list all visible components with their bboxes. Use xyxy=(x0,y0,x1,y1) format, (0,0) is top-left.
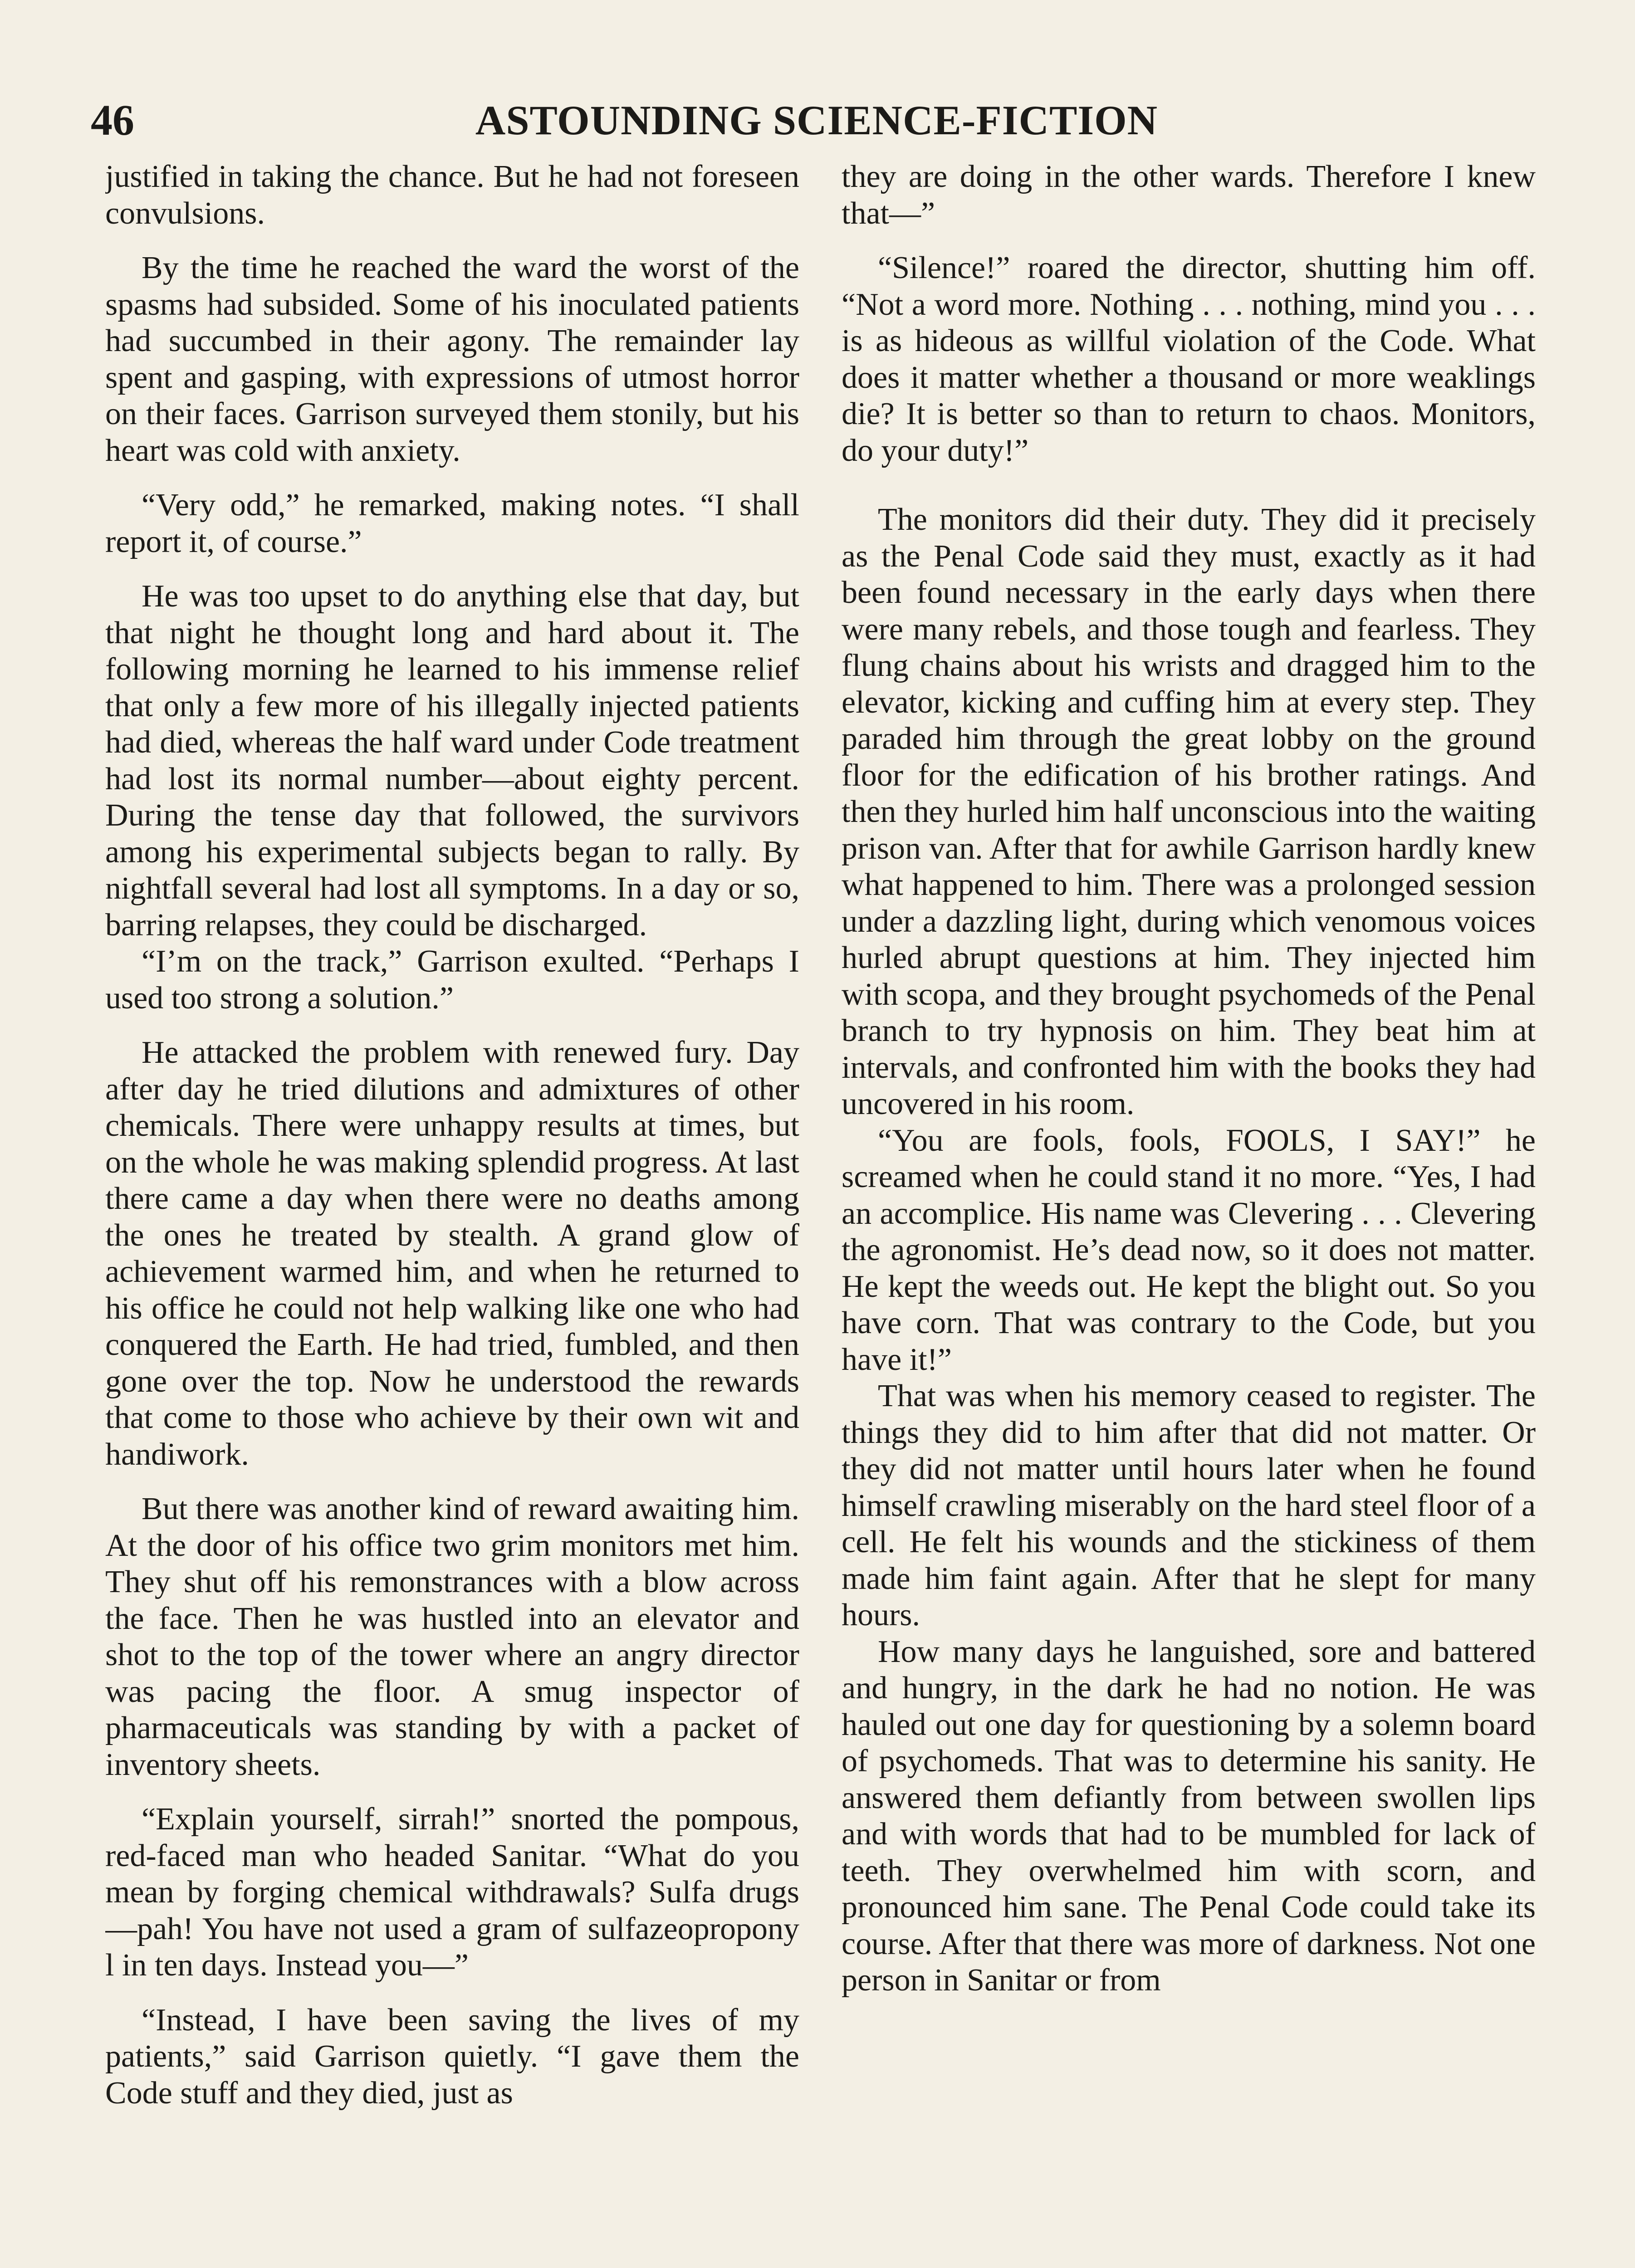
paragraph: He was too upset to do anything else that day, but that night he thought long and hard about it. The following morning he learned to his immense relief that only a few more of his illegally injected patients had died, whereas the half ward under Code treatment had lost its normal number—about eighty percent. During the tense day that followed, the survivors among his experimental subjects began to rally. By nightfall several had lost all symptoms. In a day or so, barring relapses, they could be discharged. xyxy=(105,579,799,943)
right-column xyxy=(842,159,1536,2268)
paragraph: “Instead, I have been saving the lives of my patients,” said Garrison quietly. “I gave them the Code stuff and they died, just as xyxy=(105,2002,799,2111)
left-column xyxy=(105,159,799,2268)
paragraph: “Very odd,” he remarked, making notes. “I shall report it, of course.” xyxy=(105,488,799,559)
running-title: ASTOUNDING SCIENCE-FICTION xyxy=(475,97,1158,143)
paragraph: they are doing in the other wards. Therefore I knew that—” xyxy=(842,159,1536,231)
paragraph: “You are fools, fools, FOOLS, I SAY!” he screamed when he could stand it no more. “Yes, I had an accomplice. His name was Clevering . . . Clevering the agronomist. He’s dead now, so it does not matter. He kept the weeds out. He kept the blight out. So you have corn. That was contrary to the Code, but you have it!” xyxy=(842,1123,1536,1377)
paragraph: justified in taking the chance. But he had not foreseen convulsions. xyxy=(105,159,799,231)
page-header xyxy=(91,91,1542,150)
paragraph: The monitors did their duty. They did it precisely as the Penal Code said they must, exactly as it had been found necessary in the early days when there were many rebels, and those tough and fearless. They flung chains about his wrists and dragged him to the elevator, kicking and cuffing him at every step. They paraded him through the great lobby on the ground floor for the edification of his brother ratings. And then they hurled him half unconscious into the waiting prison van. After that for awhile Garrison hardly knew what happened to him. There was a prolonged session under a dazzling light, during which venomous voices hurled abrupt questions at him. They injected him with scopa, and they brought psychomeds of the Penal branch to try hypnosis on him. They beat him at intervals, and confronted him with the books they had uncovered in his room. xyxy=(842,502,1536,1121)
paragraph: That was when his memory ceased to register. The things they did to him after that did not matter. Or they did not matter until hours later when he found himself crawling miserably on the hard steel floor of a cell. He felt his wounds and the stickiness of them made him faint again. After that he slept for many hours. xyxy=(842,1378,1536,1633)
paragraph: “I’m on the track,” Garrison exulted. “Perhaps I used too strong a solution.” xyxy=(105,944,799,1016)
paragraph: But there was another kind of reward awaiting him. At the door of his office two grim monitors met him. They shut off his remonstrances with a blow across the face. Then he was hustled into an elevator and shot to the top of the tower where an angry director was pacing the floor. A smug inspector of pharmaceuticals was standing by with a packet of inventory sheets. xyxy=(105,1491,799,1782)
paragraph: “Silence!” roared the director, shutting him off. “Not a word more. Nothing . . . nothing, mind you . . . is as hideous as willful violation of the Code. What does it matter whether a thousand or more weaklings die? It is better so than to return to chaos. Monitors, do your duty!” xyxy=(842,250,1536,468)
paragraph: He attacked the problem with renewed fury. Day after day he tried dilutions and admixtures of other chemicals. There were unhappy results at times, but on the whole he was making splendid progress. At last there came a day when there were no deaths among the ones he treated by stealth. A grand glow of achievement warmed him, and when he returned to his office he could not help walking like one who had conquered the Earth. He had tried, fumbled, and then gone over the top. Now he understood the rewards that come to those who achieve by their own wit and handiwork. xyxy=(105,1035,799,1472)
page-number: 46 xyxy=(91,96,134,144)
paragraph: By the time he reached the ward the worst of the spasms had subsided. Some of his inoculated patients had succumbed in their agony. The remainder lay spent and gasping, with expressions of utmost horror on their faces. Garrison surveyed them stonily, but his heart was cold with anxiety. xyxy=(105,250,799,468)
paragraph: How many days he languished, sore and battered and hungry, in the dark he had no notion. He was hauled out one day for questioning by a solemn board of psychomeds. That was to determine his sanity. He answered them defiantly from between swollen lips and with words that had to be mumbled for lack of teeth. They overwhelmed him with scorn, and pronounced him sane. The Penal Code could take its course. After that there was more of darkness. Not one person in Sanitar or from xyxy=(842,1634,1536,1998)
paragraph: “Explain yourself, sirrah!” snorted the pompous, red-faced man who headed Sanitar. “What do you mean by forging chemical withdrawals? Sulfa drugs—pah! You have not used a gram of sulfazeopropony l in ten days. Instead you—” xyxy=(105,1802,799,1983)
